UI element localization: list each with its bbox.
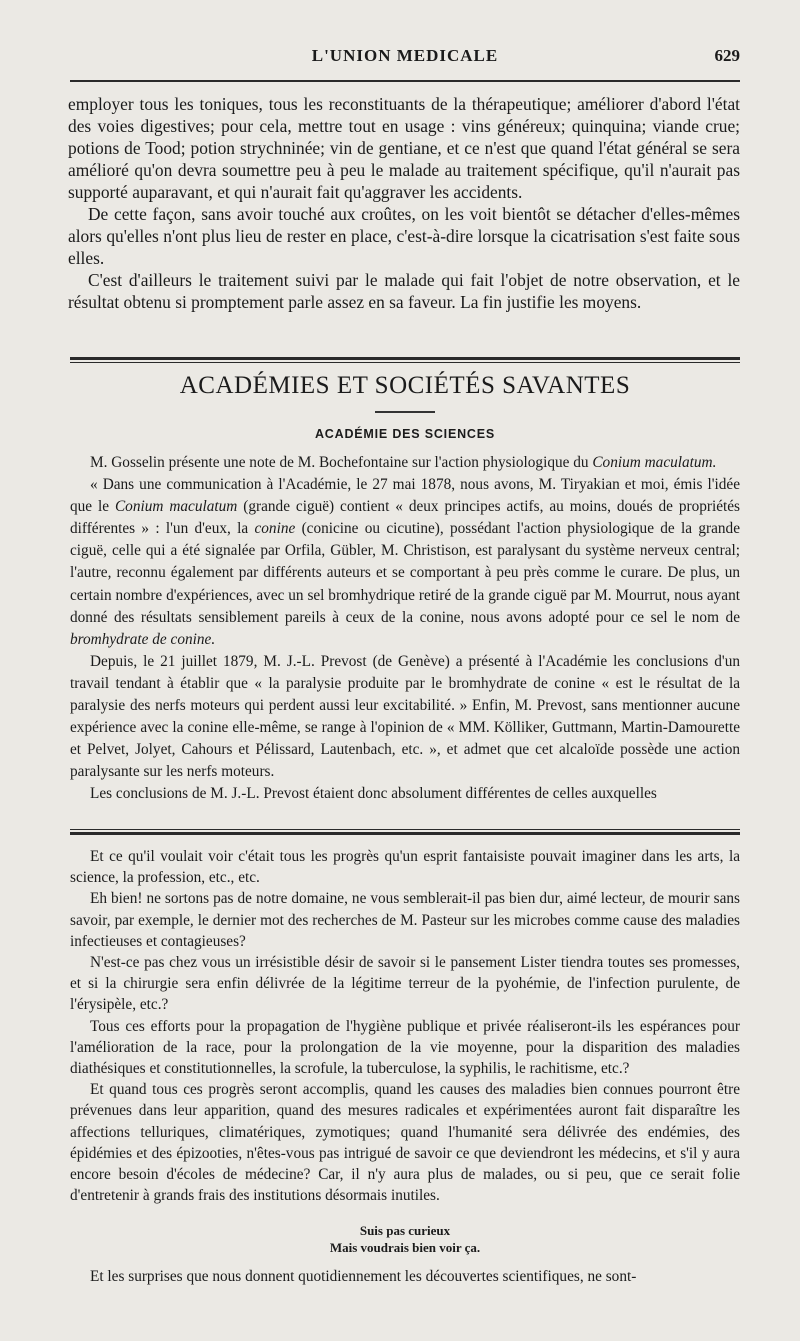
section-rule-thin [70, 362, 740, 363]
article-paragraph: Depuis, le 21 juillet 1879, M. J.-L. Prevost (de Genève) a présenté à l'Académie les conclusions d'un travail tendant à établir que « la paralysie produite par le bromhydrate de conine « est le résultat de la paralysie des nerfs moteurs qui perdent aussi leur excitabilité. » Enfin, M. Prevost, sans mentionner aucune expérience avec la conine elle-même, se range à l'opinion de « MM. Kölliker, Guttmann, Martin-Damourette et Pelvet, Jolyet, Cahours et Pélissard, Lautenbach, etc. », et admet que cet alcaloïde possède une action paralysante sur les nerfs moteurs. [70, 652, 740, 781]
feuilleton-paragraph: Et quand tous ces progrès seront accomplis, quand les causes des maladies bien connues pourront être prévenues dans leur apparition, quand des mesures radicales et expérimentées auront fait disparaître les affections telluriques, climatériques, zymotiques; quand l'humanité sera délivrée des endémies, des épidémies et des épizooties, n'êtes-vous pas intrigué de savoir ce que deviendront les médecins, et s'il y aura encore besoin d'écoles de médecine? Car, il n'y aura plus de malades, ou si peu, que ce serait folie d'entretenir à grands frais des institutions désormais inutiles. [70, 1081, 740, 1205]
section-title: ACADÉMIES ET SOCIÉTÉS SAVANTES [179, 372, 631, 399]
title-underline [375, 411, 435, 413]
journal-title: L'UNION MEDICALE [311, 46, 499, 65]
feuilleton-paragraph: N'est-ce pas chez vous un irrésistible désir de savoir si le pansement Lister tiendra toutes ses promesses, et si la chirurgie sera enfin délivrée de la légitime terreur de la pyohémie, de l'infection purulente, de l'érysipèle, etc.? [70, 954, 740, 1014]
article-paragraph: M. Gosselin présente une note de M. Bochefontaine sur l'action physiologique du Conium maculatum. [90, 454, 717, 471]
header-rule [70, 80, 740, 82]
article-text [70, 452, 740, 806]
feuilleton-paragraph: Tous ces efforts pour la propagation de l'hygiène publique et privée réaliseront-ils les espérances pour l'amélioration de la race, pour la prolongation de la vie moyenne, pour la disparition des maladies diathésiques et constitutionnelles, la scrofule, la tuberculose, la syphilis, le rachitisme, etc.? [70, 1017, 740, 1078]
intro-text [68, 93, 740, 313]
feuilleton-rule [70, 832, 740, 835]
intro-paragraph: C'est d'ailleurs le traitement suivi par le malade qui fait l'objet de notre observation, et le résultat obtenu si promptement parle assez en sa faveur. La fin justifie les moyens. [68, 270, 740, 312]
feuilleton-paragraph: Eh bien! ne sortons pas de notre domaine, ne vous semblerait-il pas bien dur, aimé lecteur, de mourir sans savoir, par exemple, le dernier mot des recherches de M. Pasteur sur les microbes comme cause des maladies infectieuses et contagieuses? [70, 890, 740, 950]
section-rule-top [70, 357, 740, 360]
verse-line: Mais voudrais bien voir ça. [329, 1240, 481, 1255]
article-paragraph: Les conclusions de M. J.-L. Prevost étaient donc absolument différentes de celles auxquelles [90, 785, 657, 803]
feuilleton-paragraph: Et les surprises que nous donnent quotidiennement les découvertes scientifiques, ne sont- [90, 1268, 637, 1285]
article-paragraph: « Dans une communication à l'Académie, le 27 mai 1878, nous avons, M. Tiryakian et moi, émis l'idée que le Conium maculatum (grande ciguë) contient « deux principes actifs, au moins, doués de propriétés différentes » : l'un d'eux, la conine (conicine ou cicutine), possédant l'action physiologique de la grande ciguë, celle qui a été signalée par Orfila, Gübler, M. Christison, est paralysant du système nerveux central; l'autre, reconnu également par différents auteurs et se comportant à peu près comme le curare. De plus, un certain nombre d'expériences, avec un sel bromhydrique retiré de la grande ciguë par M. Mourrut, nous ayant donné des résultats sensiblement pareils à ceux de la conine, nous avons adopté pour ce sel le nom de bromhydrate de conine. [70, 476, 741, 648]
running-header [70, 46, 740, 74]
intro-paragraph: De cette façon, sans avoir touché aux croûtes, on les voit bientôt se détacher d'elles-mêmes alors qu'elles n'ont plus lieu de rester en place, c'est-à-dire lorsque la cicatrisation s'est faite sous elles. [68, 204, 740, 268]
section-subtitle: ACADÉMIE DES SCIENCES [314, 427, 496, 441]
feuilleton-rule-thin [70, 829, 740, 830]
intro-paragraph: employer tous les toniques, tous les reconstituants de la thérapeutique; améliorer d'abord l'état des voies digestives; pour cela, mettre tout en usage : vins généreux; quinquina; viande crue; potions de Tood; potion strychninée; vin de gentiane, et ce n'est que quand l'état général se sera amélioré qu'on devra soumettre peu à peu le malade au traitement spécifique, qu'il n'aurait pas supporté auparavant, et qui n'aurait fait qu'aggraver les accidents. [68, 94, 740, 202]
feuilleton-text [70, 846, 740, 1206]
feuilleton-paragraph: Et ce qu'il voulait voir c'était tous les progrès qu'un esprit fantaisiste pouvait imaginer dans les arts, la science, la profession, etc., etc. [70, 848, 740, 887]
page-number: 629 [714, 46, 740, 65]
verse-line: Suis pas curieux [359, 1223, 451, 1238]
